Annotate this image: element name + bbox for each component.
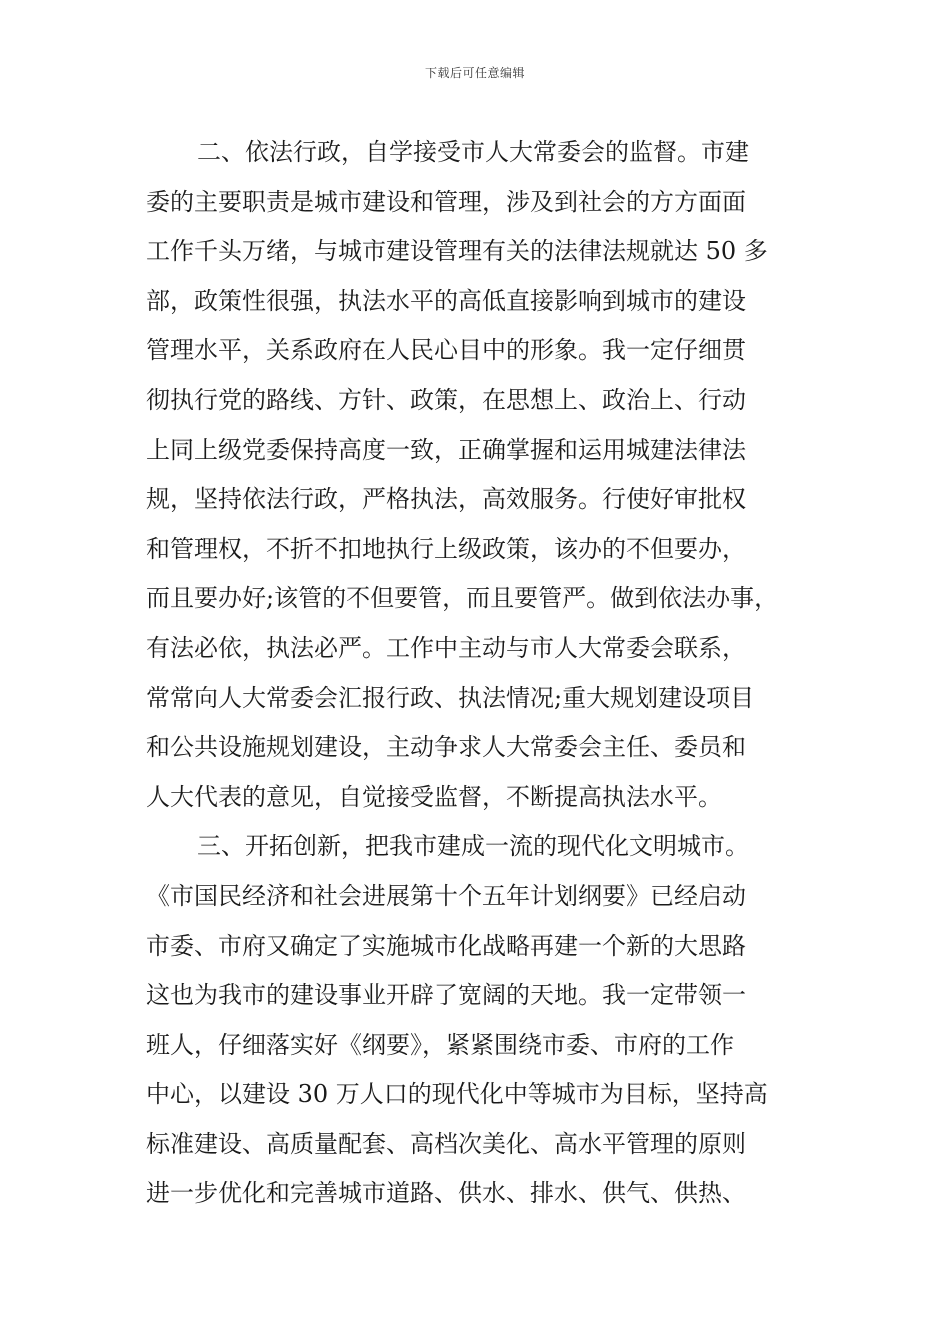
text-line: 有法必依，执法必严。工作中主动与市人大常委会联系， [146,633,746,662]
text-line: 上同上级党委保持高度一致，正确掌握和运用城建法律法 [146,435,746,464]
text-line: 班人，仔细落实好《纲要》，紧紧围绕市委、市府的工作 [146,1030,734,1059]
text-line: 委的主要职责是城市建设和管理，涉及到社会的方方面面 [146,187,746,216]
text-line: 这也为我市的建设事业开辟了宽阔的天地。我一定带领一 [146,981,746,1010]
page-header-note: 下载后可任意编辑 [424,66,525,80]
text-line: 工作千头万绪，与城市建设管理有关的法律法规就达 50 多 [146,237,768,266]
text-line: 常常向人大常委会汇报行政、执法情况;重大规划建设项目 [146,683,755,712]
text-line: 部，政策性很强，执法水平的高低直接影响到城市的建设 [146,286,746,315]
text-line: 市委、市府又确定了实施城市化战略再建一个新的大思路 [146,931,746,960]
text-line: 管理水平，关系政府在人民心目中的形象。我一定仔细贯 [146,336,746,365]
text-line: 中心，以建设 30 万人口的现代化中等城市为目标，坚持高 [146,1080,768,1109]
text-line: 而且要办好;该管的不但要管，而且要管严。做到依法办事， [146,584,779,613]
document-body [146,128,826,1219]
text-line: 人大代表的意见，自觉接受监督，不断提高执法水平。 [146,782,722,811]
text-line: 和管理权，不折不扣地执行上级政策，该办的不但要办， [146,534,746,563]
paragraph-first-line: 三、开拓创新，把我市建成一流的现代化文明城市。 [197,832,749,861]
paragraph-first-line: 二、依法行政，自学接受市人大常委会的监督。市建 [197,138,749,166]
text-line: 标准建设、高质量配套、高档次美化、高水平管理的原则 [146,1129,746,1158]
text-line: 规，坚持依法行政，严格执法，高效服务。行使好审批权 [146,485,746,514]
text-line: 彻执行党的路线、方针、政策，在思想上、政治上、行动 [146,385,746,414]
text-line: 进一步优化和完善城市道路、供水、排水、供气、供热、 [146,1179,746,1208]
text-line: 《市国民经济和社会进展第十个五年计划纲要》已经启动 [146,881,746,910]
text-line: 和公共设施规划建设，主动争求人大常委会主任、委员和 [146,733,746,762]
